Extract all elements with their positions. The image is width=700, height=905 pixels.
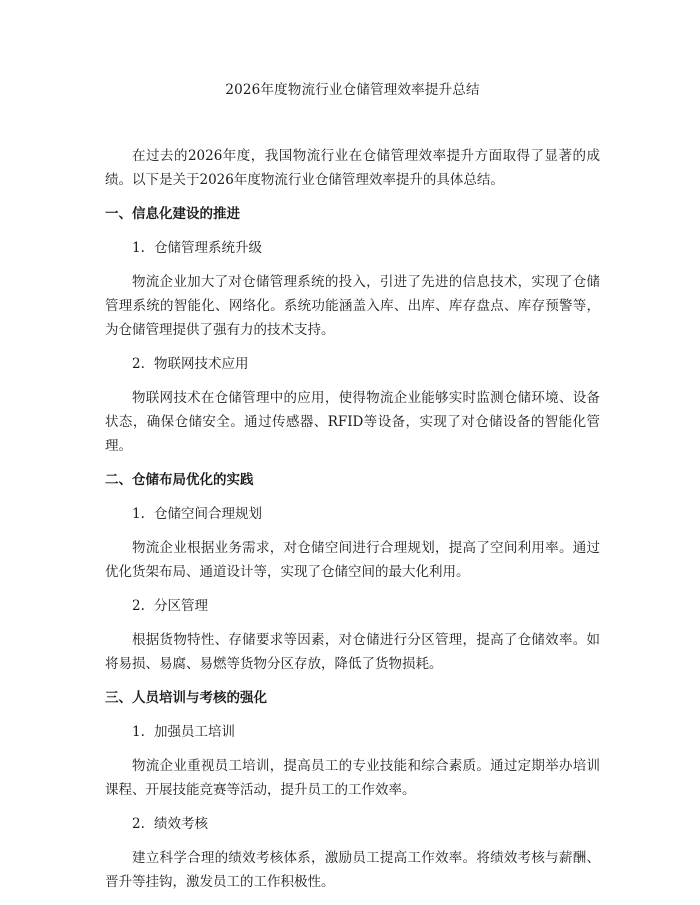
subsection-number: 2. (132, 816, 145, 832)
intro-paragraph: 在过去的2026年度，我国物流行业在仓储管理效率提升方面取得了显著的成绩。以下是关于2026年度物流行业仓储管理效率提升的具体总结。 (105, 148, 600, 188)
section-heading: 三、人员培训与考核的强化 (105, 690, 267, 706)
subsection-body: 物流企业重视员工培训，提高员工的专业技能和综合素质。通过定期举办培训课程、开展技能竞赛等活动，提升员工的工作效率。 (105, 758, 600, 798)
subsection-body: 物流企业加大了对仓储管理系统的投入，引进了先进的信息技术，实现了仓储管理系统的智能化、网络化。系统功能涵盖入库、出库、库存盘点、库存预警等，为仓储管理提供了强有力的技术支持。 (105, 274, 600, 338)
section-1 (105, 202, 600, 458)
subsection-heading (105, 352, 600, 376)
subsection-number: 1. (132, 506, 145, 522)
section-heading: 一、信息化建设的推进 (105, 206, 240, 222)
subsection-heading (105, 502, 600, 526)
subsection-heading (105, 236, 600, 260)
subsection-number: 1. (132, 724, 145, 740)
section-3 (105, 686, 600, 894)
subsection-number: 2. (132, 356, 145, 372)
subsection-heading (105, 812, 600, 836)
subsection-heading (105, 720, 600, 744)
subsection-body: 物联网技术在仓储管理中的应用，使得物流企业能够实时监测仓储环境、设备状态，确保仓储安全。通过传感器、RFID等设备，实现了对仓储设备的智能化管理。 (105, 390, 600, 454)
subsection-title: 分区管理 (154, 598, 208, 614)
subsection-title: 仓储空间合理规划 (154, 506, 262, 522)
subsection-title: 绩效考核 (154, 816, 208, 832)
subsection-body: 物流企业根据业务需求，对仓储空间进行合理规划，提高了空间利用率。通过优化货架布局、通道设计等，实现了仓储空间的最大化利用。 (105, 540, 600, 580)
subsection-heading (105, 594, 600, 618)
section-heading: 二、仓储布局优化的实践 (105, 472, 254, 488)
subsection-body: 建立科学合理的绩效考核体系，激励员工提高工作效率。将绩效考核与薪酬、晋升等挂钩，激发员工的工作积极性。 (105, 850, 600, 890)
subsection-title: 仓储管理系统升级 (154, 240, 262, 256)
subsection-title: 物联网技术应用 (154, 356, 249, 372)
subsection-number: 1. (132, 240, 145, 256)
section-2 (105, 468, 600, 676)
document-title: 2026年度物流行业仓储管理效率提升总结 (225, 82, 480, 98)
subsection-body: 根据货物特性、存储要求等因素，对仓储进行分区管理，提高了仓储效率。如将易损、易腐、易燃等货物分区存放，降低了货物损耗。 (105, 632, 600, 672)
subsection-number: 2. (132, 598, 145, 614)
subsection-title: 加强员工培训 (154, 724, 235, 740)
